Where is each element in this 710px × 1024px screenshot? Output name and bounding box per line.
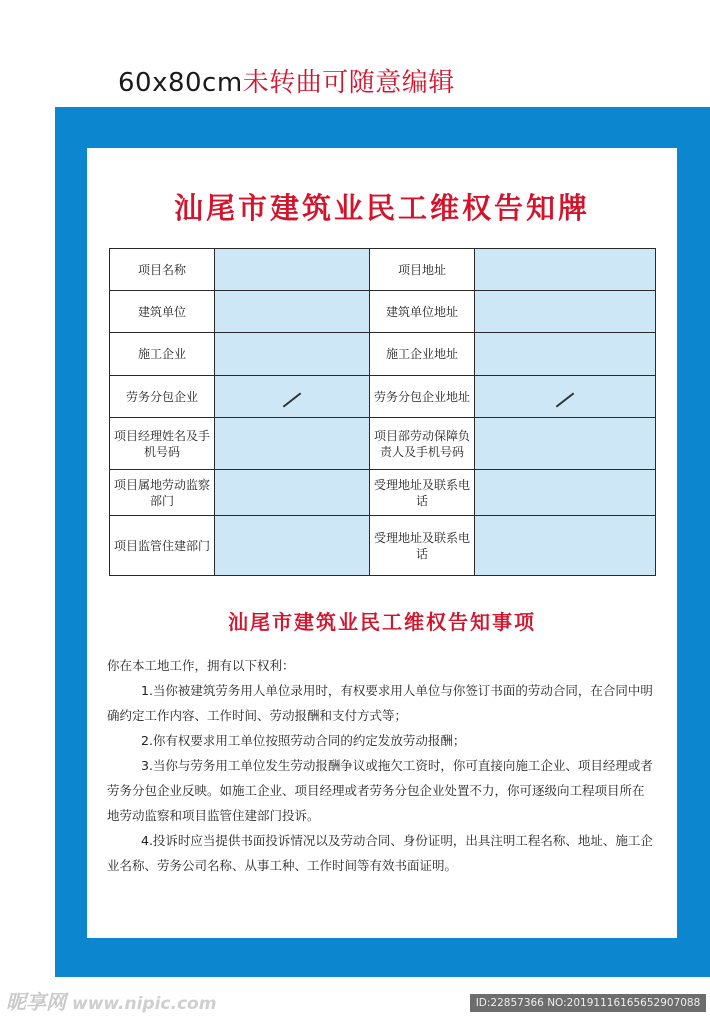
- board-panel: [87, 148, 677, 938]
- row-label: 受理地址及联系电话: [370, 470, 475, 516]
- table-row: [110, 291, 656, 333]
- na-slash-cell[interactable]: [215, 376, 370, 418]
- row-label: 劳务分包企业: [110, 376, 215, 418]
- row-label: 项目属地劳动监察部门: [110, 470, 215, 516]
- edit-note: 未转曲可随意编辑: [242, 68, 455, 98]
- value-cell[interactable]: [215, 291, 370, 333]
- table-row: [110, 516, 656, 576]
- value-cell[interactable]: [475, 516, 656, 576]
- value-cell[interactable]: [475, 291, 656, 333]
- value-cell[interactable]: [475, 470, 656, 516]
- value-cell[interactable]: [215, 516, 370, 576]
- row-label: 项目部劳动保障负责人及手机号码: [370, 418, 475, 470]
- notice-body: [107, 653, 655, 878]
- blue-frame: [55, 107, 710, 977]
- row-label: 建筑单位地址: [370, 291, 475, 333]
- row-label: 劳务分包企业地址: [370, 376, 475, 418]
- row-label: 项目地址: [370, 249, 475, 291]
- slash-mark: [556, 392, 575, 407]
- watermark-brand: 昵享网: [6, 990, 66, 1014]
- size-note: [118, 62, 455, 99]
- row-label: 项目监管住建部门: [110, 516, 215, 576]
- value-cell[interactable]: [215, 470, 370, 516]
- value-cell[interactable]: [215, 418, 370, 470]
- watermark-logo: [6, 986, 216, 1015]
- watermark-id: ID:22857366 NO:20191116165652907088: [470, 994, 706, 1012]
- table-row: [110, 418, 656, 470]
- table-row: [110, 376, 656, 418]
- na-slash-cell[interactable]: [475, 376, 656, 418]
- notice-item: 4.投诉时应当提供书面投诉情况以及劳动合同、身份证明，出具注明工程名称、地址、施工企业名称、劳务公司名称、从事工种、工作时间等有效书面证明。: [107, 833, 653, 873]
- row-label: 项目名称: [110, 249, 215, 291]
- notice-item: 2.你有权要求用工单位按照劳动合同的约定发放劳动报酬；: [141, 733, 466, 748]
- value-cell[interactable]: [475, 249, 656, 291]
- slash-mark: [283, 392, 302, 407]
- table-row: [110, 470, 656, 516]
- row-label: 施工企业: [110, 333, 215, 376]
- info-table: [109, 248, 656, 576]
- notice-intro: 你在本工地工作，拥有以下权利：: [107, 658, 295, 673]
- table-row: [110, 333, 656, 376]
- row-label: 建筑单位: [110, 291, 215, 333]
- value-cell[interactable]: [475, 418, 656, 470]
- board-title: 汕尾市建筑业民工维权告知牌: [173, 191, 590, 225]
- value-cell[interactable]: [475, 333, 656, 376]
- value-cell[interactable]: [215, 249, 370, 291]
- row-label: 受理地址及联系电话: [370, 516, 475, 576]
- watermark-url: www.nipic.com: [72, 994, 217, 1014]
- row-label: 施工企业地址: [370, 333, 475, 376]
- value-cell[interactable]: [215, 333, 370, 376]
- notice-item: 1.当你被建筑劳务用人单位录用时，有权要求用人单位与你签订书面的劳动合同，在合同中明确约定工作内容、工作时间、劳动报酬和支付方式等；: [107, 683, 653, 723]
- row-label: 项目经理姓名及手机号码: [110, 418, 215, 470]
- size-label: 60x80cm: [118, 68, 243, 98]
- notice-item: 3.当你与劳务用工单位发生劳动报酬争议或拖欠工资时，你可直接向施工企业、项目经理或者劳务分包企业反映。如施工企业、项目经理或者劳务分包企业处置不力，你可逐级向工程项目所在地劳动监察和项目监管住建部门投诉。: [107, 758, 653, 823]
- notice-title: 汕尾市建筑业民工维权告知事项: [228, 610, 536, 634]
- table-row: [110, 249, 656, 291]
